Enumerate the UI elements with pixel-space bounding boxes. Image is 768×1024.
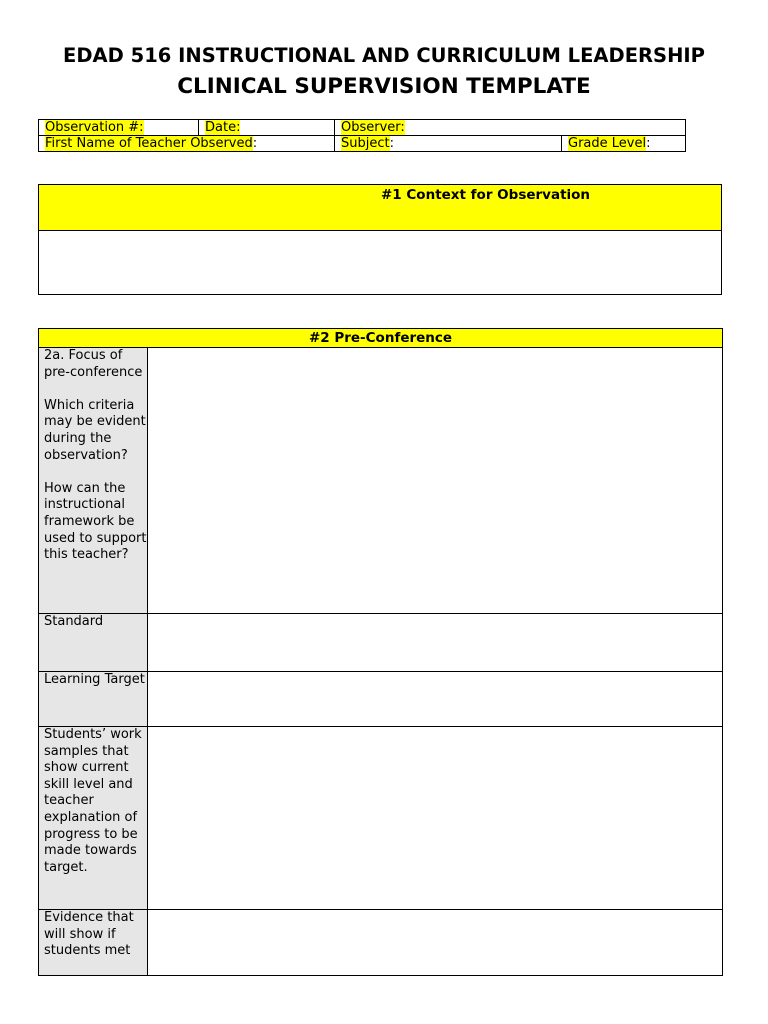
evidence-response-cell[interactable] [148, 910, 723, 976]
observation-number-cell[interactable] [39, 120, 199, 136]
observation-info-table [38, 119, 686, 152]
date-cell[interactable] [199, 120, 335, 136]
teacher-name-label: First Name of Teacher Observed [45, 136, 253, 151]
subject-label: Subject [341, 136, 390, 151]
preconference-table [38, 328, 723, 976]
date-label: Date: [205, 120, 241, 135]
observation-number-label: Observation #: [45, 120, 144, 135]
grade-level-label: Grade Level [568, 136, 647, 151]
preconference-heading: #2 Pre-Conference [39, 329, 723, 348]
observer-cell[interactable] [335, 120, 686, 136]
standard-label-cell: Standard [39, 614, 148, 672]
context-heading: #1 Context for Observation [39, 185, 721, 231]
focus-label-cell: 2a. Focus of pre-conference Which criteria may be evident during the observation? How can the instructional framework be used to support this teacher? [39, 348, 148, 614]
subject-cell[interactable]: Subject: [335, 136, 562, 152]
teacher-name-cell[interactable]: First Name of Teacher Observed: [39, 136, 335, 152]
context-content-area[interactable] [39, 231, 721, 294]
learning-target-response-cell[interactable] [148, 672, 723, 727]
document-title-line1: EDAD 516 INSTRUCTIONAL AND CURRICULUM LEADERSHIP [63, 44, 705, 67]
observer-label: Observer: [341, 120, 405, 135]
learning-target-label-cell: Learning Target [39, 672, 148, 727]
grade-level-cell[interactable]: Grade Level: [562, 136, 686, 152]
document-title-line2: CLINICAL SUPERVISION TEMPLATE [177, 74, 591, 99]
focus-response-cell[interactable] [148, 348, 723, 614]
work-samples-label-cell: Students’ work samples that show current skill level and teacher explanation of progress to be made towards target. [39, 727, 148, 910]
standard-response-cell[interactable] [148, 614, 723, 672]
work-samples-response-cell[interactable] [148, 727, 723, 910]
evidence-label-cell: Evidence that will show if students met [39, 910, 148, 976]
context-section [38, 184, 722, 295]
